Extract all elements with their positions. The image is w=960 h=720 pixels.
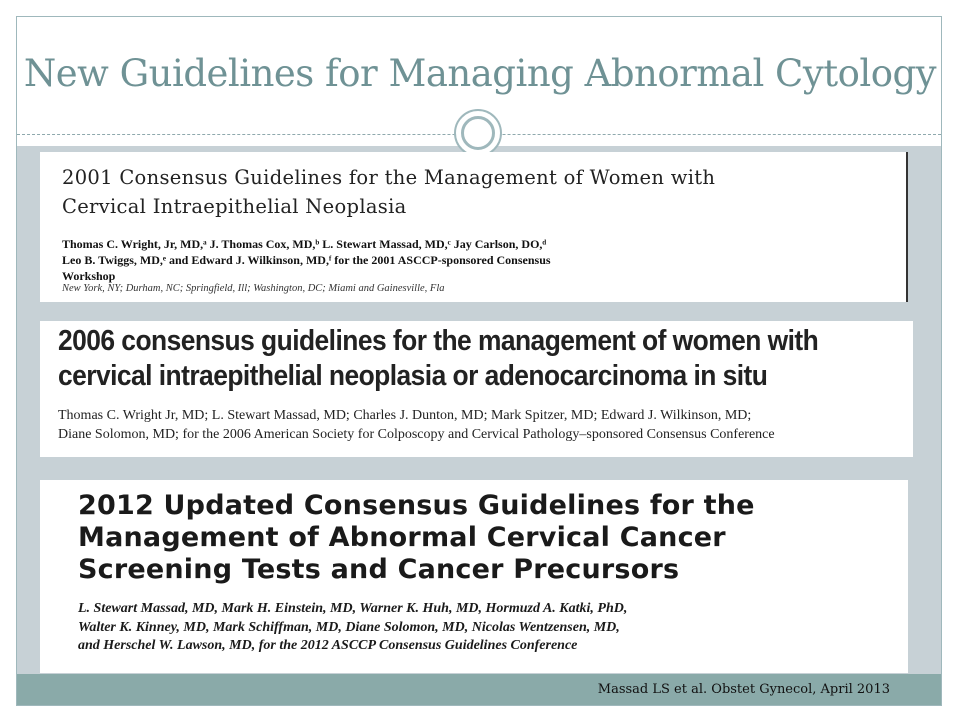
heading-line: Cervical Intraepithelial Neoplasia [62,195,407,218]
author-line: Thomas C. Wright Jr, MD; L. Stewart Massad, MD; Charles J. Dunton, MD; Mark Spitzer, MD; Edward J. Wilkinson, MD; [58,408,752,423]
guideline-2012-panel [40,480,908,673]
heading-line: Screening Tests and Cancer Precursors [78,554,680,585]
slide-title: New Guidelines for Managing Abnormal Cytology [23,52,937,95]
guideline-2012-heading [78,490,755,586]
author-line: and Herschel W. Lawson, MD, for the 2012 ASCCP Consensus Guidelines Conference [78,638,578,653]
author-line: L. Stewart Massad, MD, Mark H. Einstein, MD, Warner K. Huh, MD, Hormuzd A. Katki, PhD, [78,601,628,616]
circle-ornament-icon [454,109,502,157]
heading-line: 2006 consensus guidelines for the management of women with [58,325,819,357]
guideline-2001-authors [62,236,551,284]
guideline-2006-heading [58,324,818,394]
guideline-2012-authors [78,600,627,656]
author-line: Thomas C. Wright, Jr, MD,ᵃ J. Thomas Cox, MD,ᵇ L. Stewart Massad, MD,ᶜ Jay Carlson, DO,ᵈ [62,237,547,251]
guideline-2006-panel [40,321,913,457]
heading-line: 2012 Updated Consensus Guidelines for the [78,490,755,521]
guideline-2001-heading [62,163,715,221]
heading-line: Management of Abnormal Cervical Cancer [78,522,726,553]
author-line: Workshop [62,269,116,283]
guideline-2001-locations: New York, NY; Durham, NC; Springfield, Ill; Washington, DC; Miami and Gainesville, Fla [62,283,445,294]
heading-line: 2001 Consensus Guidelines for the Management of Women with [62,166,716,189]
panel-edge-bar [906,152,908,302]
guideline-2006-authors [58,406,775,444]
author-line: Diane Solomon, MD; for the 2006 American Society for Colposcopy and Cervical Pathology–sponsored Consensus Conference [58,427,775,442]
author-line: Leo B. Twiggs, MD,ᵉ and Edward J. Wilkinson, MD,ᶠ for the 2001 ASCCP-sponsored Consensus [62,253,551,267]
author-line: Walter K. Kinney, MD, Mark Schiffman, MD, Diane Solomon, MD, Nicolas Wentzensen, MD, [78,619,620,635]
guideline-2001-panel [40,152,908,302]
citation: Massad LS et al. Obstet Gynecol, April 2013 [597,682,890,697]
circle-ornament-inner [461,116,495,150]
heading-line: cervical intraepithelial neoplasia or adenocarcinoma in situ [58,360,768,392]
